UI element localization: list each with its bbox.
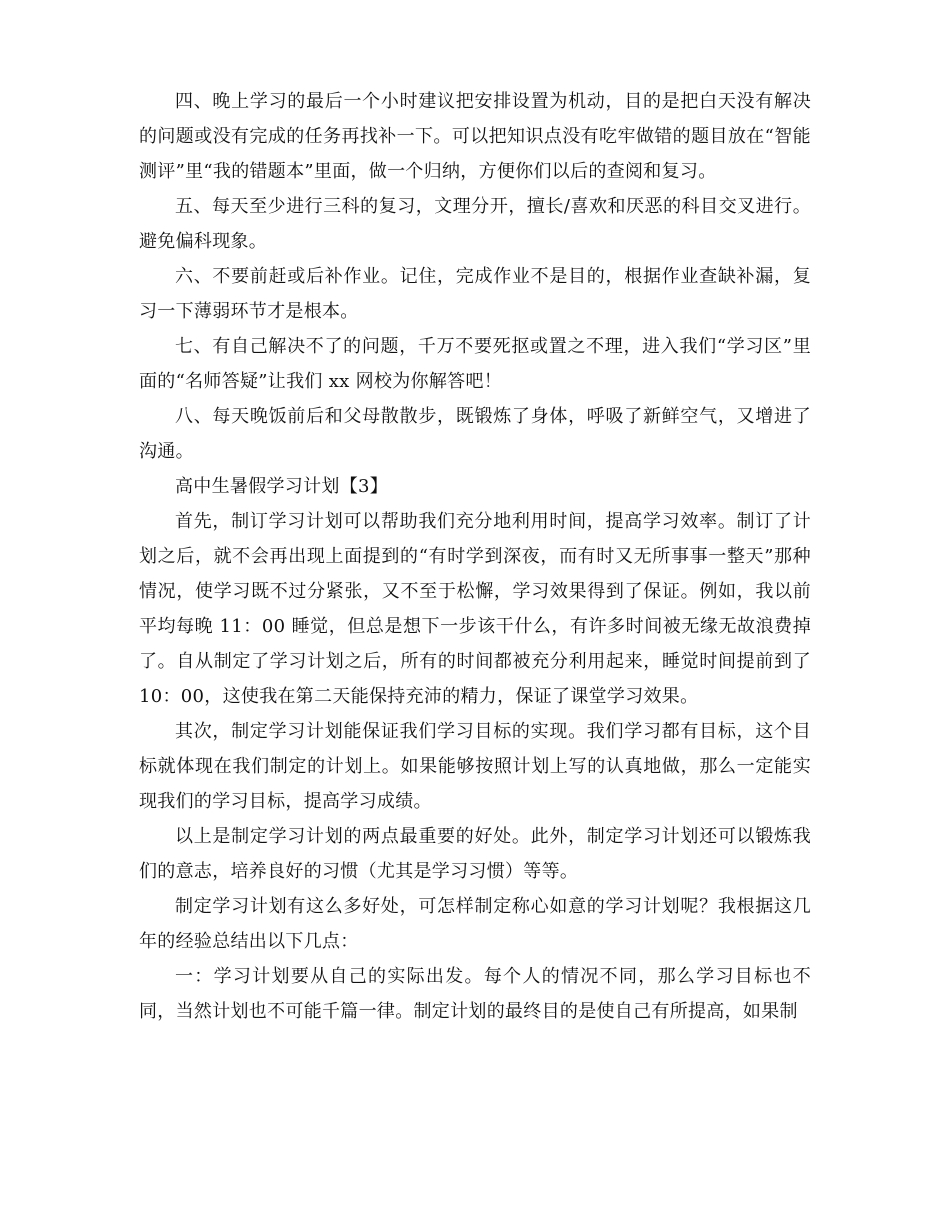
paragraph-summary-benefits: 以上是制定学习计划的两点最重要的好处。此外，制定学习计划还可以锻炼我们的意志，培养良好的习惯（尤其是学习习惯）等等。 [139, 826, 811, 882]
paragraph-evening-flexible-hour: 四、晚上学习的最后一个小时建议把安排设置为机动，目的是把白天没有解决的问题或没有完成的任务再找补一下。可以把知识点没有吃牢做错的题目放在“智能测评”里“我的错题本”里面，做一个归纳，方便你们以后的查阅和复习。 [139, 91, 811, 182]
paragraph-three-subjects-review: 五、每天至少进行三科的复习，文理分开，擅长/喜欢和厌恶的科目交叉进行。避免偏科现象。 [139, 196, 811, 252]
paragraph-first-benefit: 首先，制订学习计划可以帮助我们充分地利用时间，提高学习效率。制订了计划之后，就不会再出现上面提到的“有时学到深夜，而有时又无所事事一整天”那种情况，使学习既不过分紧张，又不至于松懈，学习效果得到了保证。例如，我以前平均每晚 11：00 睡觉，但总是想下一步该干什么，有许多时间被无缘无故浪费掉了。自从制定了学习计划之后，所有的时间都被充分利用起来，睡觉时间提前到了 10：00，这使我在第二天能保持充沛的精力，保证了课堂学习效果。 [139, 511, 811, 707]
paragraph-unsolved-problems: 七、有自己解决不了的问题，千万不要死抠或置之不理，进入我们“学习区”里面的“名师答疑”让我们 xx 网校为你解答吧！ [139, 336, 811, 392]
paragraph-homework-timing: 六、不要前赶或后补作业。记住，完成作业不是目的，根据作业查缺补漏，复习一下薄弱环节才是根本。 [139, 266, 811, 322]
section-heading: 高中生暑假学习计划【3】 [175, 476, 389, 497]
document-body [139, 84, 811, 1029]
paragraph-evening-walk: 八、每天晚饭前后和父母散散步，既锻炼了身体，呼吸了新鲜空气，又增进了沟通。 [139, 406, 811, 462]
paragraph-point-one: 一：学习计划要从自己的实际出发。每个人的情况不同，那么学习目标也不同，当然计划也不可能千篇一律。制定计划的最终目的是使自己有所提高，如果制 [139, 966, 811, 1022]
paragraph-second-benefit: 其次，制定学习计划能保证我们学习目标的实现。我们学习都有目标，这个目标就体现在我们制定的计划上。如果能够按照计划上写的认真地做，那么一定能实现我们的学习目标，提高学习成绩。 [139, 721, 811, 812]
paragraph-how-to-plan: 制定学习计划有这么多好处，可怎样制定称心如意的学习计划呢？我根据这几年的经验总结出以下几点： [139, 896, 811, 952]
